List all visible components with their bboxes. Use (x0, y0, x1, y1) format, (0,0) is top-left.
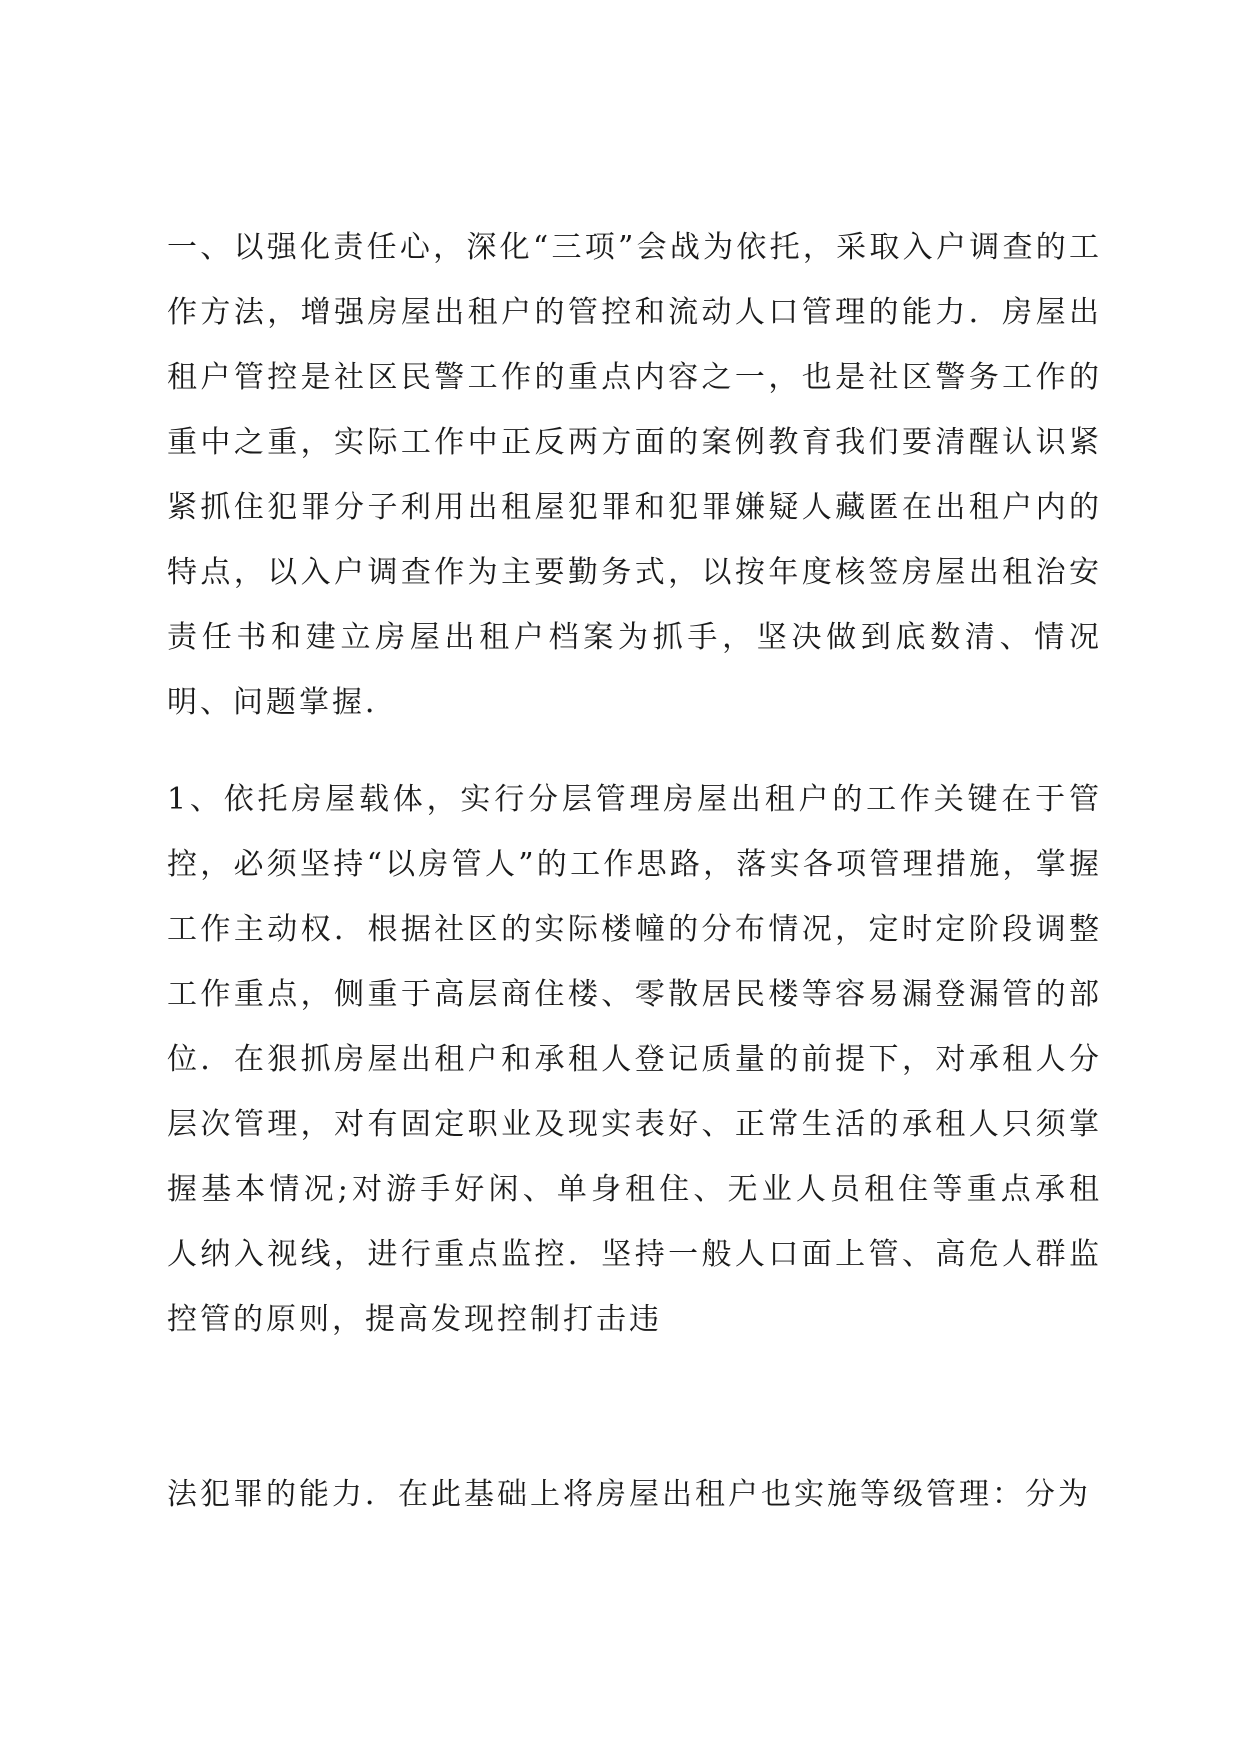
paragraph-rental-housing-control: 一、以强化责任心，深化“三项”会战为依托，采取入户调查的工作方法，增强房屋出租户的管控和流动人口管理的能力．房屋出租户管控是社区民警工作的重点内容之一，也是社区警务工作的重中之重，实际工作中正反两方面的案例教育我们要清醒认识紧紧抓住犯罪分子利用出租屋犯罪和犯罪嫌疑人藏匿在出租户内的特点，以入户调查作为主要勤务式，以按年度核签房屋出租治安责任书和建立房屋出租户档案为抓手，坚决做到底数清、情况明、问题掌握． (167, 230, 1102, 720)
paragraph-grade-management: 法犯罪的能力．在此基础上将房屋出租户也实施等级管理：分为 (167, 1477, 1091, 1512)
paragraph-layered-management: 1、依托房屋载体，实行分层管理房屋出租户的工作关键在于管控，必须坚持“以房管人”的工作思路，落实各项管理措施，掌握工作主动权．根据社区的实际楼幢的分布情况，定时定阶段调整工作重点，侧重于高层商住楼、零散居民楼等容易漏登漏管的部位．在狠抓房屋出租户和承租人登记质量的前提下，对承租人分层次管理，对有固定职业及现实表好、正常生活的承租人只须掌握基本情况;对游手好闲、单身租住、无业人员租住等重点承租人纳入视线，进行重点监控．坚持一般人口面上管、高危人群监控管的原则，提高发现控制打击违 (167, 782, 1102, 1337)
